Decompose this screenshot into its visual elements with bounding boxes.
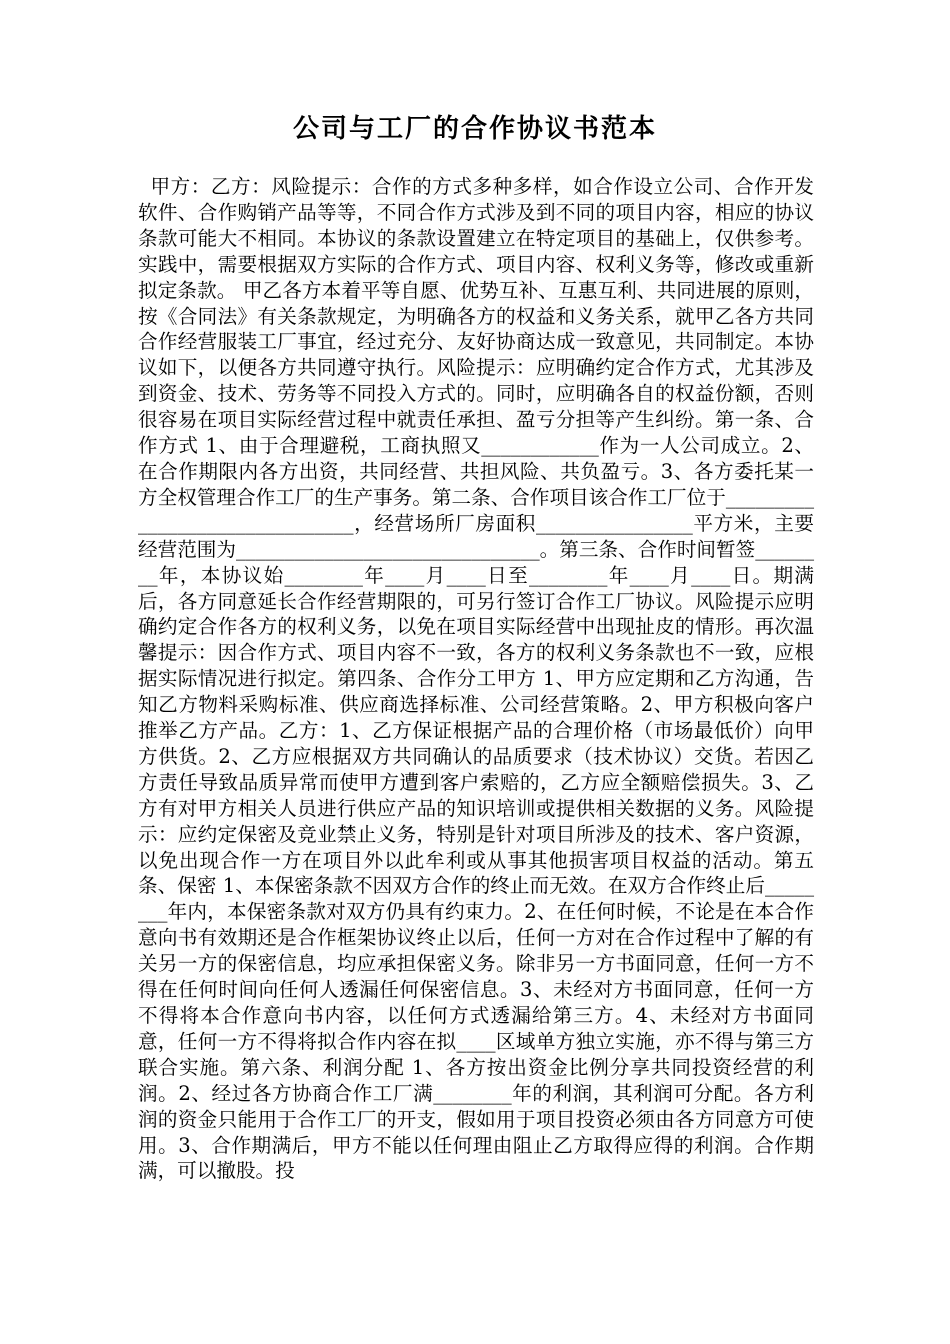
document-body (138, 174, 814, 1184)
document-body-text: 甲方：乙方：风险提示：合作的方式多种多样，如合作设立公司、合作开发软件、合作购销产品等等，不同合作方式涉及到不同的项目内容，相应的协议条款可能大不相同。本协议的条款设置建立在特定项目的基础上，仅供参考。实践中，需要根据双方实际的合作方式、项目内容、权利义务等，修改或重新拟定条款。 甲乙各方本着平等自愿、优势互补、互惠互利、共同进展的原则，按《合同法》有关条款规定，为明确各方的权益和义务关系，就甲乙各方共同合作经营服装工厂事宜，经过充分、友好协商达成一致意见，共同制定。本协议如下，以便各方共同遵守执行。风险提示：应明确约定合作方式，尤其涉及到资金、技术、劳务等不同投入方式的。同时，应明确各自的权益份额，否则很容易在项目实际经营过程中就责任承担、盈亏分担等产生纠纷。第一条、合作方式 1、由于合理避税，工商执照又____________作为一人公司成立。2、在合作期限内各方出资，共同经营、共担风险、共负盈亏。3、各方委托某一方全权管理合作工厂的生产事务。第二条、合作项目该合作工厂位于_______________________________，经营场所厂房面积________________平方米，主要经营范围为_______________________________。第三条、合作时间暂签________年，本协议始________年____月____日至________年____月____日。期满后，各方同意延长合作经营期限的，可另行签订合作工厂协议。风险提示应明确约定合作各方的权利义务，以免在项目实际经营中出现扯皮的情形。再次温馨提示：因合作方式、项目内容不一致，各方的权利义务条款也不一致，应根据实际情况进行拟定。第四条、合作分工甲方 1、甲方应定期和乙方沟通，告知乙方物料采购标准、供应商选择标准、公司经营策略。2、甲方积极向客户推举乙方产品。乙方：1、乙方保证根据产品的合理价格（市场最低价）向甲方供货。2、乙方应根据双方共同确认的品质要求（技术协议）交货。若因乙方责任导致品质异常而使甲方遭到客户索赔的，乙方应全额赔偿损失。3、乙方有对甲方相关人员进行供应产品的知识培训或提供相关数据的义务。风险提示：应约定保密及竞业禁止义务，特别是针对项目所涉及的技术、客户资源，以免出现合作一方在项目外以此牟利或从事其他损害项目权益的活动。第五条、保密 1、本保密条款不因双方合作的终止而无效。在双方合作终止后________年内，本保密条款对双方仍具有约束力。2、在任何时候，不论是在本合作意向书有效期还是合作框架协议终止以后，任何一方对在合作过程中了解的有关另一方的保密信息，均应承担保密义务。除非另一方书面同意，任何一方不得在任何时间向任何人透漏任何保密信息。3、未经对方书面同意，任何一方不得将本合作意向书内容，以任何方式透漏给第三方。4、未经对方书面同意，任何一方不得将拟合作内容在拟____区域单方独立实施，亦不得与第三方联合实施。第六条、利润分配 1、各方按出资金比例分享共同投资经营的利润。2、经过各方协商合作工厂满________年的利润，其利润可分配。各方利润的资金只能用于合作工厂的开支，假如用于项目投资必须由各方同意方可使用。3、合作期满后，甲方不能以任何理由阻止乙方取得应得的利润。合作期满，可以撤股。投 (138, 175, 814, 1183)
document-title: 公司与工厂的合作协议书范本 (292, 114, 657, 144)
